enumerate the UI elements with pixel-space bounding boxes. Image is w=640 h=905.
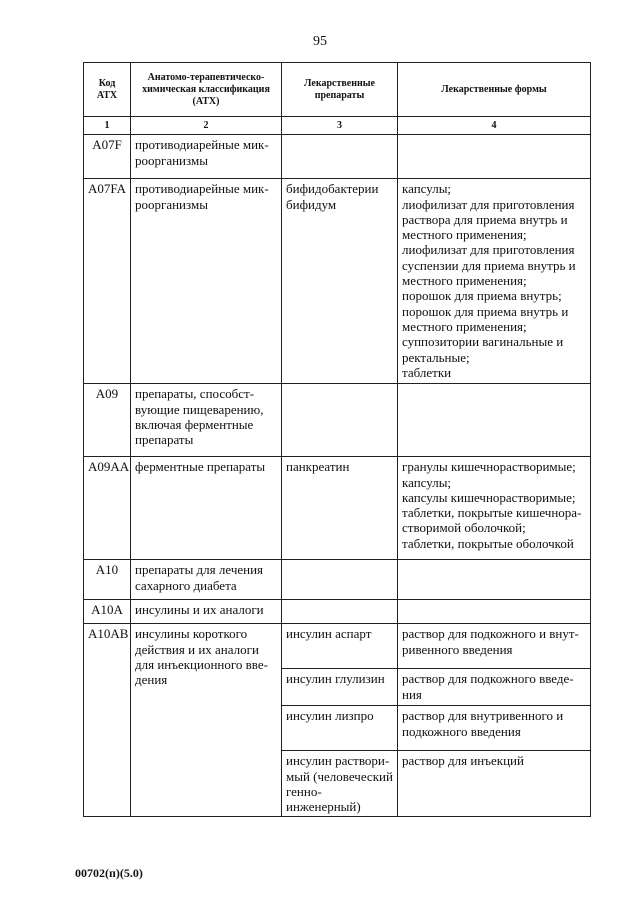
classification-line: инсулины короткого xyxy=(135,626,248,642)
column-number: 1 xyxy=(84,117,131,135)
drug-name-line: инженерный) xyxy=(286,799,361,815)
classification-line: препараты для лечения xyxy=(135,562,264,578)
dosage-form-line: гранулы кишечнорастворимые; xyxy=(402,459,576,475)
document-code: 00702(п)(5.0) xyxy=(75,866,143,880)
column-number: 2 xyxy=(131,117,282,135)
header-code xyxy=(84,63,131,117)
classification-line: дения xyxy=(135,672,168,688)
classification-line: инсулины и их аналоги xyxy=(135,602,264,618)
dosage-form-line: лиофилизат для приготовления xyxy=(402,196,575,212)
drug-name-line: панкреатин xyxy=(286,459,350,475)
drug-name xyxy=(282,179,398,384)
header-text: (АТХ) xyxy=(192,95,220,107)
dosage-forms xyxy=(398,751,591,817)
dosage-form-line: подкожного введения xyxy=(402,723,521,739)
header-text: препараты xyxy=(314,89,365,101)
drug-name xyxy=(282,384,398,457)
dosage-forms xyxy=(398,706,591,751)
drug-name-line: генно- xyxy=(286,783,322,799)
drug-name xyxy=(282,706,398,751)
atx-classification xyxy=(131,560,282,600)
table-row xyxy=(84,600,591,624)
atx-code: A09AA xyxy=(84,457,131,560)
atx-classification xyxy=(131,457,282,560)
drug-name-line: инсулин лизпро xyxy=(286,708,374,724)
dosage-form-line: местного применения; xyxy=(402,318,527,334)
atx-code: A10A xyxy=(84,600,131,624)
drug-name-line: мый (человеческий xyxy=(286,768,393,784)
table-row xyxy=(84,624,591,669)
drug-name xyxy=(282,560,398,600)
header-text: АТХ xyxy=(96,89,118,101)
classification-line: вующие пищеварению, xyxy=(135,401,264,417)
dosage-forms xyxy=(398,384,591,457)
drug-name-line: инсулин аспарт xyxy=(286,626,372,642)
atx-code: A07F xyxy=(84,135,131,179)
drug-name xyxy=(282,600,398,624)
drug-name-line: инсулин глулизин xyxy=(286,671,385,687)
dosage-form-line: порошок для приема внутрь и xyxy=(402,303,569,319)
dosage-form-line: таблетки, покрытые кишечнора- xyxy=(402,505,582,521)
dosage-form-line: капсулы; xyxy=(402,181,452,197)
column-number: 3 xyxy=(282,117,398,135)
classification-line: сахарного диабета xyxy=(135,577,237,593)
dosage-form-line: раствор для внутривенного и xyxy=(402,708,564,724)
dosage-forms xyxy=(398,135,591,179)
atx-classification xyxy=(131,135,282,179)
atx-code: A07FA xyxy=(84,179,131,384)
dosage-form-line: капсулы; xyxy=(402,474,452,490)
dosage-forms xyxy=(398,600,591,624)
drug-name-line: бифидобактерии xyxy=(286,181,379,197)
dosage-form-line: ривенного введения xyxy=(402,641,513,657)
dosage-form-line: раствор для подкожного введе- xyxy=(402,671,574,687)
classification-line: роорганизмы xyxy=(135,196,208,212)
header-text: Лекарственные xyxy=(304,77,375,89)
table-row xyxy=(84,560,591,600)
table-row xyxy=(84,179,591,384)
dosage-form-line: таблетки xyxy=(402,364,452,380)
header-text: химическая классификация xyxy=(142,83,270,95)
dosage-form-line: местного применения; xyxy=(402,227,527,243)
atx-classification xyxy=(131,600,282,624)
dosage-form-line: суспензии для приема внутрь и xyxy=(402,257,576,273)
drug-name xyxy=(282,135,398,179)
dosage-forms xyxy=(398,624,591,669)
header-text: Лекарственные формы xyxy=(441,83,547,95)
classification-line: роорганизмы xyxy=(135,152,208,168)
dosage-forms xyxy=(398,457,591,560)
drug-name xyxy=(282,457,398,560)
header-forms xyxy=(398,63,591,117)
drug-name xyxy=(282,624,398,669)
classification-line: противодиарейные мик- xyxy=(135,181,269,197)
classification-line: действия и их аналоги xyxy=(135,641,259,657)
dosage-form-line: капсулы кишечнорастворимые; xyxy=(402,489,576,505)
header-text: Анатомо-терапевтическо- xyxy=(147,71,265,83)
header-text: Код xyxy=(98,77,116,89)
classification-line: для инъекционного вве- xyxy=(135,656,268,672)
dosage-form-line: местного применения; xyxy=(402,273,527,289)
dosage-form-line: лиофилизат для приготовления xyxy=(402,242,575,258)
atx-classification xyxy=(131,624,282,817)
classification-line: препараты, способст- xyxy=(135,386,255,402)
drug-name xyxy=(282,751,398,817)
header-row xyxy=(84,63,591,117)
dosage-forms xyxy=(398,179,591,384)
dosage-form-line: суппозитории вагинальные и xyxy=(402,334,564,350)
classification-line: включая ферментные xyxy=(135,416,254,432)
atx-classification xyxy=(131,384,282,457)
drug-name-line: инсулин раствори- xyxy=(286,753,390,769)
drug-name-line: бифидум xyxy=(286,196,337,212)
table-header xyxy=(84,63,591,117)
table-row xyxy=(84,457,591,560)
dosage-form-line: створимой оболочкой; xyxy=(402,520,526,536)
header-classification xyxy=(131,63,282,117)
dosage-form-line: ния xyxy=(402,686,422,702)
table-body xyxy=(84,117,591,817)
classification-line: противодиарейные мик- xyxy=(135,137,269,153)
dosage-form-line: порошок для приема внутрь; xyxy=(402,288,562,304)
dosage-form-line: ректальные; xyxy=(402,349,470,365)
dosage-form-line: таблетки, покрытые оболочкой xyxy=(402,535,574,551)
atx-classification xyxy=(131,179,282,384)
dosage-forms xyxy=(398,560,591,600)
column-number-row xyxy=(84,117,591,135)
header-drugs xyxy=(282,63,398,117)
dosage-forms xyxy=(398,669,591,706)
dosage-form-line: раствор для подкожного и внут- xyxy=(402,626,579,642)
column-number: 4 xyxy=(398,117,591,135)
dosage-form-line: раствор для инъекций xyxy=(402,753,524,769)
drug-name xyxy=(282,669,398,706)
table-row xyxy=(84,135,591,179)
classification-line: препараты xyxy=(135,432,194,448)
table-row xyxy=(84,384,591,457)
dosage-form-line: раствора для приема внутрь и xyxy=(402,211,568,227)
atx-table xyxy=(83,62,591,817)
atx-code: A10AB xyxy=(84,624,131,817)
page-number: 95 xyxy=(313,34,327,49)
atx-code: A10 xyxy=(84,560,131,600)
classification-line: ферментные препараты xyxy=(135,459,266,475)
atx-code: A09 xyxy=(84,384,131,457)
